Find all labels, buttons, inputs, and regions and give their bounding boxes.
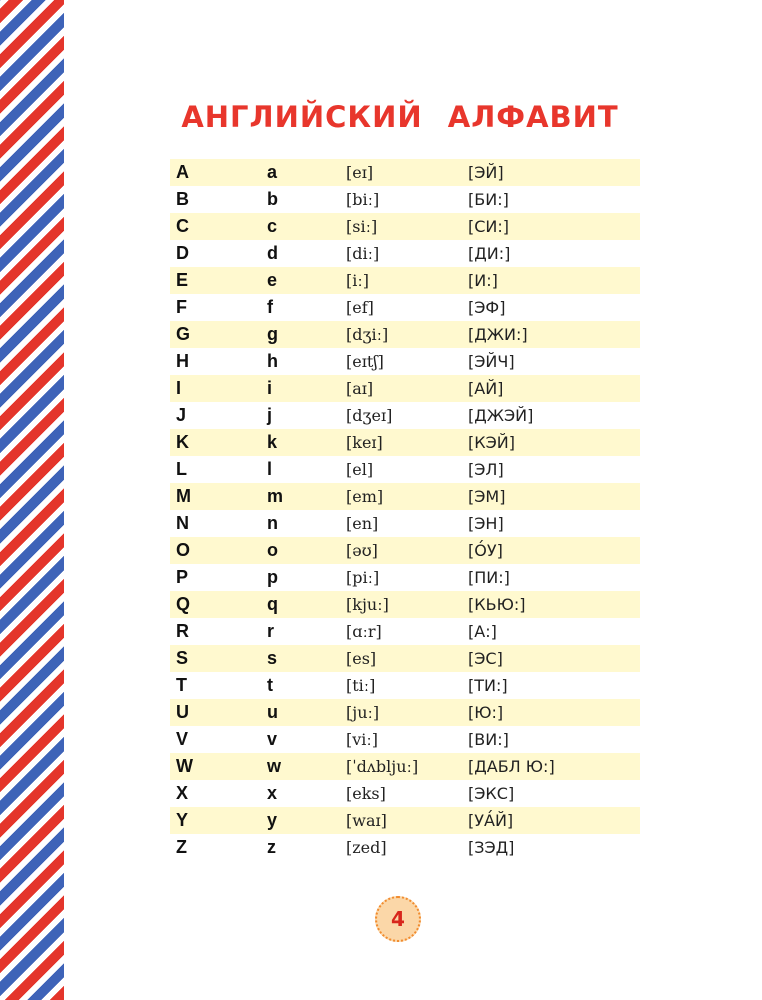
ipa-transcription: [piː] (346, 568, 380, 587)
alphabet-row (170, 834, 640, 861)
alphabet-row (170, 510, 640, 537)
uppercase-letter: F (176, 297, 187, 317)
ipa-transcription: [viː] (346, 730, 379, 749)
russian-transcription: [О́У] (468, 541, 503, 560)
alphabet-row (170, 186, 640, 213)
lowercase-letter: s (267, 648, 278, 668)
alphabet-row (170, 375, 640, 402)
lowercase-letter: z (267, 837, 276, 857)
alphabet-row (170, 618, 640, 645)
ipa-transcription: [eɪtʃ] (346, 352, 384, 371)
alphabet-row (170, 267, 640, 294)
uppercase-letter: D (176, 243, 189, 263)
russian-transcription: [ЭЛ] (468, 460, 504, 479)
russian-transcription: [ТИ:] (468, 676, 508, 695)
alphabet-row (170, 294, 640, 321)
uppercase-letter: B (176, 189, 189, 209)
russian-transcription: [Ю:] (468, 703, 504, 722)
striped-border (0, 0, 64, 1000)
ipa-transcription: [ɑːr] (346, 622, 382, 641)
ipa-transcription: [em] (346, 487, 384, 506)
uppercase-letter: O (176, 540, 191, 560)
ipa-transcription: [zed] (346, 838, 387, 857)
ipa-transcription: [waɪ] (346, 811, 387, 830)
uppercase-letter: N (176, 513, 189, 533)
russian-transcription: [ДАБЛ Ю:] (468, 757, 555, 776)
uppercase-letter: K (176, 432, 189, 452)
lowercase-letter: c (267, 216, 278, 236)
alphabet-row (170, 321, 640, 348)
russian-transcription: [КЬЮ:] (468, 595, 526, 614)
alphabet-row (170, 213, 640, 240)
russian-transcription: [ЭКС] (468, 784, 515, 803)
ipa-transcription: [eɪ] (346, 163, 374, 182)
alphabet-row (170, 645, 640, 672)
ipa-transcription: [aɪ] (346, 379, 374, 398)
uppercase-letter: C (176, 216, 189, 236)
alphabet-row (170, 456, 640, 483)
alphabet-row (170, 780, 640, 807)
uppercase-letter: R (176, 621, 189, 641)
russian-transcription: [ЭМ] (468, 487, 506, 506)
lowercase-letter: q (267, 594, 278, 614)
lowercase-letter: d (267, 243, 278, 263)
russian-transcription: [БИ:] (468, 190, 509, 209)
ipa-transcription: [siː] (346, 217, 378, 236)
lowercase-letter: y (267, 810, 278, 830)
uppercase-letter: J (176, 405, 187, 425)
alphabet-row (170, 159, 640, 186)
russian-transcription: [ДЖЭЙ] (468, 406, 534, 425)
lowercase-letter: i (267, 378, 273, 398)
alphabet-row (170, 348, 640, 375)
ipa-transcription: [dʒiː] (346, 325, 389, 344)
alphabet-row (170, 807, 640, 834)
uppercase-letter: I (176, 378, 182, 398)
page-title: АНГЛИЙСКИЙ АЛФАВИТ (181, 100, 619, 134)
russian-transcription: [ДЖИ:] (468, 325, 528, 344)
lowercase-letter: l (267, 459, 273, 479)
ipa-transcription: [el] (346, 460, 374, 479)
ipa-transcription: [tiː] (346, 676, 376, 695)
russian-transcription: [АЙ] (468, 379, 504, 398)
lowercase-letter: g (267, 324, 278, 344)
uppercase-letter: Y (176, 810, 189, 830)
lowercase-letter: u (267, 702, 278, 722)
alphabet-row (170, 429, 640, 456)
alphabet-row (170, 240, 640, 267)
alphabet-row (170, 537, 640, 564)
alphabet-row (170, 699, 640, 726)
uppercase-letter: P (176, 567, 189, 587)
alphabet-table (170, 159, 640, 861)
lowercase-letter: n (267, 513, 278, 533)
russian-transcription: [СИ:] (468, 217, 510, 236)
russian-transcription: [ЭН] (468, 514, 504, 533)
uppercase-letter: Q (176, 594, 191, 614)
ipa-transcription: [biː] (346, 190, 380, 209)
uppercase-letter: Z (176, 837, 187, 857)
alphabet-row (170, 564, 640, 591)
lowercase-letter: b (267, 189, 278, 209)
lowercase-letter: k (267, 432, 278, 452)
lowercase-letter: h (267, 351, 278, 371)
ipa-transcription: [ˈdʌbljuː] (346, 757, 419, 776)
ipa-transcription: [ef] (346, 298, 374, 317)
russian-transcription: [И:] (468, 271, 498, 290)
russian-transcription: [ПИ:] (468, 568, 510, 587)
uppercase-letter: S (176, 648, 189, 668)
russian-transcription: [ЭЙЧ] (468, 352, 515, 371)
uppercase-letter: X (176, 783, 189, 803)
russian-transcription: [ЗЭД] (468, 838, 515, 857)
russian-transcription: [ЭС] (468, 649, 503, 668)
ipa-transcription: [juː] (346, 703, 380, 722)
lowercase-letter: a (267, 162, 278, 182)
ipa-transcription: [es] (346, 649, 377, 668)
lowercase-letter: p (267, 567, 278, 587)
russian-transcription: [ЭФ] (468, 298, 506, 317)
lowercase-letter: o (267, 540, 278, 560)
ipa-transcription: [kjuː] (346, 595, 389, 614)
alphabet-row (170, 753, 640, 780)
alphabet-row (170, 726, 640, 753)
alphabet-row (170, 591, 640, 618)
lowercase-letter: m (267, 486, 284, 506)
uppercase-letter: H (176, 351, 189, 371)
alphabet-row (170, 672, 640, 699)
ipa-transcription: [eks] (346, 784, 386, 803)
russian-transcription: [ВИ:] (468, 730, 509, 749)
lowercase-letter: f (267, 297, 273, 317)
uppercase-letter: W (176, 756, 193, 776)
uppercase-letter: E (176, 270, 189, 290)
russian-transcription: [УА́Й] (468, 811, 514, 830)
lowercase-letter: e (267, 270, 278, 290)
russian-transcription: [КЭЙ] (468, 433, 515, 452)
uppercase-letter: V (176, 729, 189, 749)
ipa-transcription: [əʊ] (346, 541, 378, 560)
uppercase-letter: G (176, 324, 191, 344)
uppercase-letter: L (176, 459, 187, 479)
ipa-transcription: [en] (346, 514, 379, 533)
page-number-badge: 4 (375, 896, 421, 942)
lowercase-letter: x (267, 783, 278, 803)
lowercase-letter: r (267, 621, 275, 641)
alphabet-row (170, 483, 640, 510)
russian-transcription: [ДИ:] (468, 244, 511, 263)
ipa-transcription: [iː] (346, 271, 369, 290)
russian-transcription: [ЭЙ] (468, 163, 504, 182)
lowercase-letter: t (267, 675, 273, 695)
ipa-transcription: [keɪ] (346, 433, 383, 452)
uppercase-letter: A (176, 162, 189, 182)
lowercase-letter: j (267, 405, 273, 425)
uppercase-letter: U (176, 702, 189, 722)
lowercase-letter: v (267, 729, 278, 749)
ipa-transcription: [diː] (346, 244, 380, 263)
uppercase-letter: T (176, 675, 187, 695)
russian-transcription: [А:] (468, 622, 497, 641)
alphabet-row (170, 402, 640, 429)
lowercase-letter: w (267, 756, 282, 776)
ipa-transcription: [dʒeɪ] (346, 406, 393, 425)
uppercase-letter: M (176, 486, 191, 506)
